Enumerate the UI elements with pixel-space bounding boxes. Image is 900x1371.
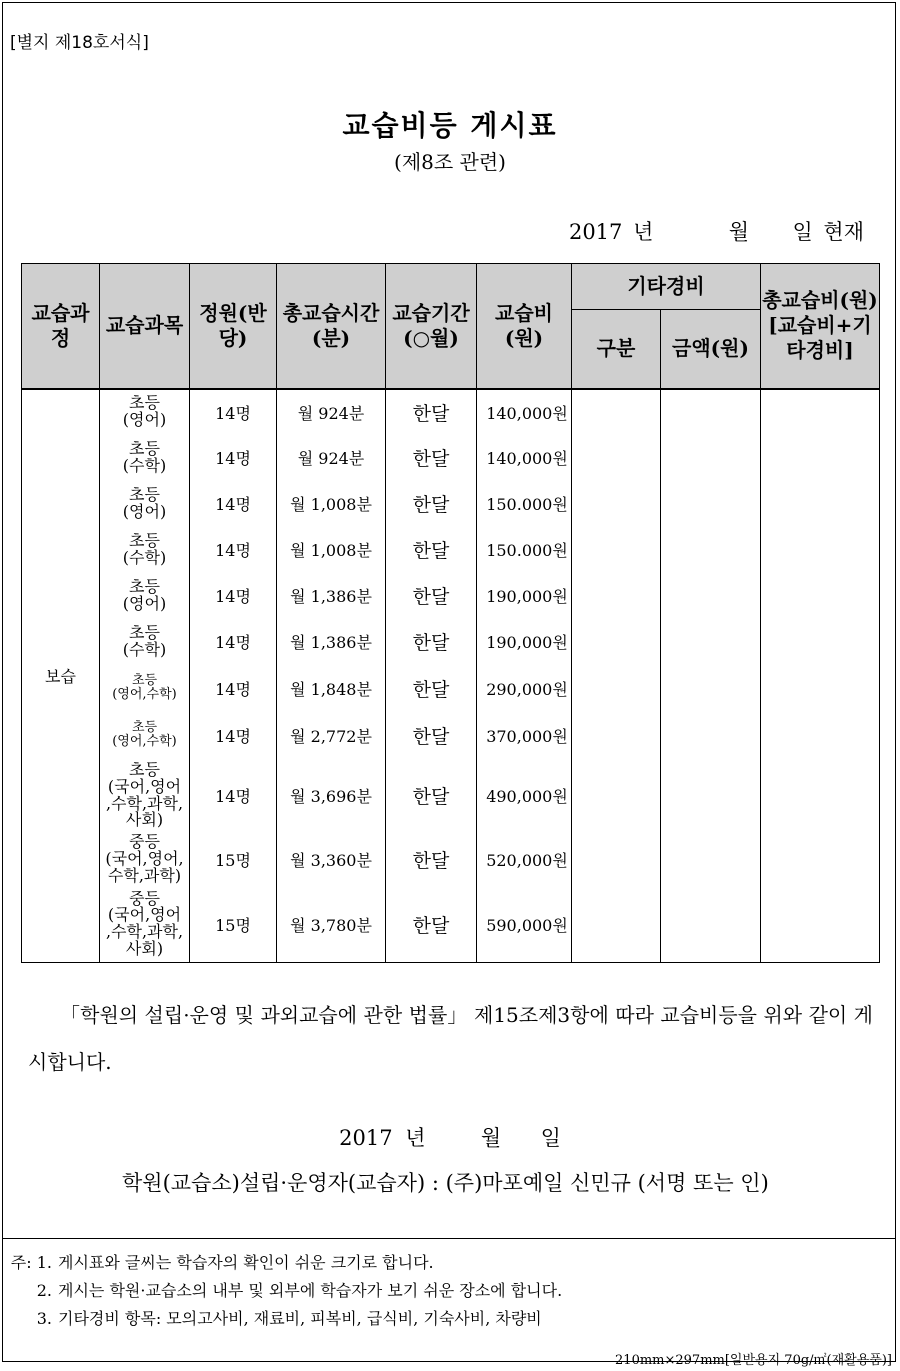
other-type-cell	[572, 389, 661, 435]
time-cell: 월 3,696분	[277, 759, 386, 833]
header-total-time: 총교습시간(분)	[277, 264, 386, 389]
other-type-cell	[572, 435, 661, 481]
other-type-cell	[572, 527, 661, 573]
header-other-amount: 금액(원)	[661, 310, 761, 389]
time-cell: 월 1,386분	[277, 573, 386, 619]
other-type-cell	[572, 665, 661, 712]
notes-section	[2, 1238, 896, 1333]
other-amount-cell	[661, 481, 761, 527]
capacity-cell: 14명	[190, 527, 277, 573]
fee-table	[21, 263, 880, 963]
as-of-year-unit: 년	[633, 220, 654, 244]
subject-cell: 초등 (수학)	[100, 619, 190, 665]
period-cell: 한달	[386, 887, 477, 963]
other-amount-cell	[661, 759, 761, 833]
other-amount-cell	[661, 389, 761, 435]
subject-cell: 초등 (수학)	[100, 435, 190, 481]
total-fee-cell	[761, 527, 880, 573]
fee-cell: 520,000원	[477, 833, 572, 887]
period-cell: 한달	[386, 389, 477, 435]
table-row	[22, 712, 880, 759]
header-capacity: 정원(반당)	[190, 264, 277, 389]
note-item: 2. 게시는 학원·교습소의 내부 및 외부에 학습자가 보기 쉬운 장소에 합니다.	[36, 1281, 563, 1300]
other-amount-cell	[661, 435, 761, 481]
time-cell: 월 924분	[277, 435, 386, 481]
total-fee-cell	[761, 481, 880, 527]
header-course: 교습과정	[22, 264, 100, 389]
period-cell: 한달	[386, 619, 477, 665]
fee-cell: 290,000원	[477, 665, 572, 712]
header-other-expenses: 기타경비	[572, 264, 761, 310]
form-label: [별지 제18호서식]	[10, 33, 149, 53]
other-amount-cell	[661, 665, 761, 712]
period-cell: 한달	[386, 759, 477, 833]
header-fee: 교습비(원)	[477, 264, 572, 389]
as-of-suffix: 현재	[823, 220, 864, 244]
fee-cell: 150.000원	[477, 481, 572, 527]
other-type-cell	[572, 712, 661, 759]
sign-day: 일	[540, 1126, 561, 1150]
capacity-cell: 14명	[190, 481, 277, 527]
header-other-type: 구분	[572, 310, 661, 389]
subject-cell: 초등 (영어)	[100, 389, 190, 435]
period-cell: 한달	[386, 481, 477, 527]
sign-year-unit: 년	[405, 1126, 426, 1150]
other-type-cell	[572, 759, 661, 833]
time-cell: 월 2,772분	[277, 712, 386, 759]
table-row	[22, 665, 880, 712]
capacity-cell: 14명	[190, 435, 277, 481]
header-subject: 교습과목	[100, 264, 190, 389]
total-fee-cell	[761, 887, 880, 963]
other-amount-cell	[661, 619, 761, 665]
capacity-cell: 15명	[190, 833, 277, 887]
total-fee-cell	[761, 435, 880, 481]
as-of-month: 월	[728, 220, 750, 244]
fee-cell: 490,000원	[477, 759, 572, 833]
capacity-cell: 14명	[190, 759, 277, 833]
page-subtitle: (제8조 관련)	[394, 150, 506, 174]
fee-cell: 140,000원	[477, 435, 572, 481]
sign-month: 월	[480, 1126, 502, 1150]
period-cell: 한달	[386, 435, 477, 481]
sign-year: 2017	[339, 1126, 393, 1150]
page-title: 교습비등 게시표	[342, 109, 558, 142]
other-amount-cell	[661, 527, 761, 573]
subject-cell: 초등 (국어,영어 ,수학,과학, 사회)	[100, 759, 190, 833]
total-fee-cell	[761, 759, 880, 833]
total-fee-cell	[761, 619, 880, 665]
subject-cell: 중등 (국어,영어 ,수학,과학, 사회)	[100, 887, 190, 963]
total-fee-cell	[761, 573, 880, 619]
as-of-year: 2017	[568, 220, 623, 244]
other-type-cell	[572, 481, 661, 527]
other-type-cell	[572, 619, 661, 665]
as-of-date	[569, 216, 864, 246]
total-fee-cell	[761, 389, 880, 435]
table-row	[22, 481, 880, 527]
fee-cell: 140,000원	[477, 389, 572, 435]
table-row	[22, 619, 880, 665]
capacity-cell: 14명	[190, 573, 277, 619]
other-amount-cell	[661, 573, 761, 619]
table-row	[22, 573, 880, 619]
period-cell: 한달	[386, 665, 477, 712]
table-row	[22, 527, 880, 573]
total-fee-cell	[761, 665, 880, 712]
period-cell: 한달	[386, 573, 477, 619]
subject-cell: 초등 (영어,수학)	[100, 712, 190, 759]
time-cell: 월 924분	[277, 389, 386, 435]
table-row	[22, 759, 880, 833]
other-type-cell	[572, 887, 661, 963]
signer-line: 학원(교습소)설립·운영자(교습자) : (주)마포예일 신민규 (서명 또는 인)	[122, 1171, 769, 1195]
note-item: 3. 기타경비 항목: 모의고사비, 재료비, 피복비, 급식비, 기숙사비, 차량비	[36, 1309, 542, 1328]
time-cell: 월 3,360분	[277, 833, 386, 887]
other-amount-cell	[661, 887, 761, 963]
subject-cell: 초등 (영어)	[100, 481, 190, 527]
capacity-cell: 14명	[190, 389, 277, 435]
time-cell: 월 1,008분	[277, 481, 386, 527]
period-cell: 한달	[386, 712, 477, 759]
subject-cell: 초등 (영어)	[100, 573, 190, 619]
period-cell: 한달	[386, 833, 477, 887]
fee-cell: 190,000원	[477, 573, 572, 619]
capacity-cell: 15명	[190, 887, 277, 963]
header-period: 교습기간(○월)	[386, 264, 477, 389]
sign-date	[0, 1122, 900, 1152]
paper-spec: 210mm×297mm[일반용지 70g/㎡(재활용품)]	[615, 1353, 892, 1368]
note-item: 주: 1. 게시표와 글씨는 학습자의 확인이 쉬운 크기로 합니다.	[10, 1253, 434, 1272]
notice-paragraph: 「학원의 설립·운영 및 과외교습에 관한 법률」 제15조제3항에 따라 교습비등을 위와 같이 게시합니다.	[28, 1003, 873, 1074]
course-cell: 보습	[22, 389, 100, 963]
table-row	[22, 833, 880, 887]
other-amount-cell	[661, 712, 761, 759]
subject-cell: 초등 (영어,수학)	[100, 665, 190, 712]
total-fee-cell	[761, 712, 880, 759]
subject-cell: 중등 (국어,영어, 수학,과학)	[100, 833, 190, 887]
capacity-cell: 14명	[190, 619, 277, 665]
capacity-cell: 14명	[190, 712, 277, 759]
table-row	[22, 435, 880, 481]
time-cell: 월 1,848분	[277, 665, 386, 712]
other-amount-cell	[661, 833, 761, 887]
table-row	[22, 887, 880, 963]
time-cell: 월 1,008분	[277, 527, 386, 573]
capacity-cell: 14명	[190, 665, 277, 712]
subject-cell: 초등 (수학)	[100, 527, 190, 573]
fee-cell: 190,000원	[477, 619, 572, 665]
header-total-fee: 총교습비(원)[교습비+기타경비]	[761, 264, 880, 389]
fee-cell: 590,000원	[477, 887, 572, 963]
fee-cell: 370,000원	[477, 712, 572, 759]
time-cell: 월 1,386분	[277, 619, 386, 665]
table-row	[22, 389, 880, 435]
other-type-cell	[572, 573, 661, 619]
time-cell: 월 3,780분	[277, 887, 386, 963]
other-type-cell	[572, 833, 661, 887]
fee-cell: 150.000원	[477, 527, 572, 573]
period-cell: 한달	[386, 527, 477, 573]
total-fee-cell	[761, 833, 880, 887]
as-of-day: 일	[792, 220, 813, 244]
